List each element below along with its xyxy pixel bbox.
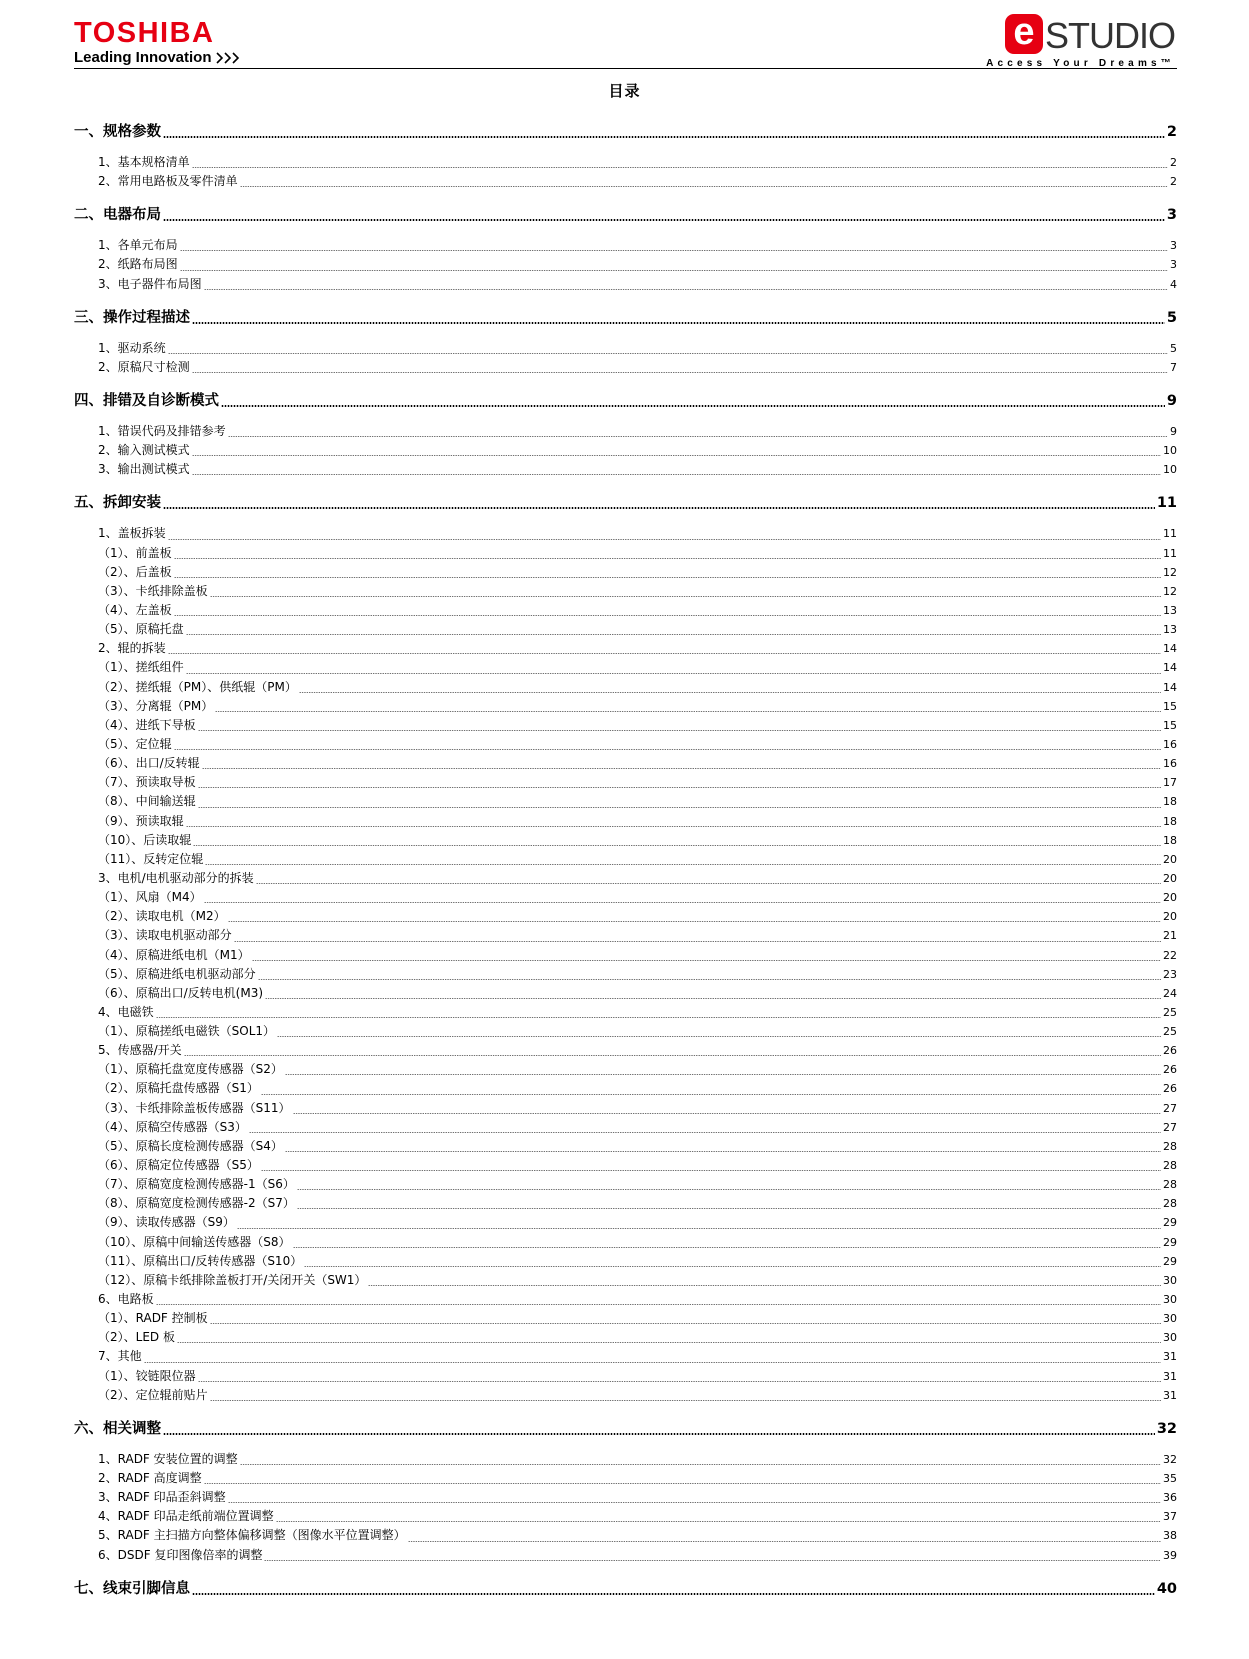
toc-entry[interactable] bbox=[74, 850, 1177, 869]
toc-entry[interactable] bbox=[74, 236, 1177, 255]
toc-label: （4）、进纸下导板 bbox=[98, 717, 196, 732]
dot-leader bbox=[256, 883, 1161, 884]
toc-label: 4、电磁铁 bbox=[98, 1004, 154, 1019]
dot-leader bbox=[192, 372, 1168, 373]
brand-tagline bbox=[74, 49, 242, 67]
toc-label: （2）、搓纸辊（PM）、供纸辊（PM） bbox=[98, 679, 297, 694]
toc-entry[interactable] bbox=[74, 1367, 1177, 1386]
dot-leader bbox=[228, 921, 1161, 922]
toc-page-number: 26 bbox=[1163, 1082, 1177, 1096]
toc-entry[interactable] bbox=[74, 1290, 1177, 1309]
dot-leader bbox=[192, 474, 1161, 475]
estudio-logo bbox=[986, 10, 1175, 69]
dot-leader bbox=[180, 270, 1168, 271]
dot-leader bbox=[144, 1362, 1161, 1363]
toc-label: （1）、前盖板 bbox=[98, 545, 172, 560]
toc-label: （1）、RADF 控制板 bbox=[98, 1311, 208, 1326]
toc-page-number: 27 bbox=[1163, 1120, 1177, 1134]
dot-leader bbox=[261, 1094, 1161, 1095]
toc-entry[interactable] bbox=[74, 1309, 1177, 1328]
dot-leader bbox=[237, 1228, 1161, 1229]
dot-leader bbox=[204, 289, 1168, 290]
dot-leader bbox=[210, 1400, 1161, 1401]
toc-entry[interactable] bbox=[74, 907, 1177, 926]
dot-leader bbox=[186, 826, 1161, 827]
toc-entry[interactable] bbox=[74, 1213, 1177, 1232]
toc-page-number: 30 bbox=[1163, 1293, 1177, 1307]
toc-label: （10）、后读取辊 bbox=[98, 832, 192, 847]
dot-leader bbox=[293, 1113, 1161, 1114]
toc-label: 四、排错及自诊断模式 bbox=[74, 392, 219, 409]
toc-page-number: 20 bbox=[1163, 910, 1177, 924]
toc-entry[interactable] bbox=[74, 926, 1177, 945]
toc-page-number: 23 bbox=[1163, 967, 1177, 981]
toc-label: （9）、预读取辊 bbox=[98, 813, 184, 828]
toc-entry[interactable] bbox=[74, 1233, 1177, 1252]
toc-entry[interactable] bbox=[74, 1060, 1177, 1079]
toc-entry[interactable] bbox=[74, 1328, 1177, 1347]
estudio-slogan: Access Your Dreams™ bbox=[986, 58, 1175, 69]
dot-leader bbox=[204, 1483, 1161, 1484]
toc-page-number: 26 bbox=[1163, 1044, 1177, 1058]
dot-leader bbox=[174, 615, 1161, 616]
dot-leader bbox=[163, 507, 1155, 509]
toc-page-number: 25 bbox=[1163, 1005, 1177, 1019]
estudio-e-mark: e bbox=[1005, 14, 1043, 54]
toc-label: 3、RADF 印品歪斜调整 bbox=[98, 1490, 226, 1505]
toc-entry[interactable] bbox=[74, 1041, 1177, 1060]
toc-label: （4）、原稿空传感器（S3） bbox=[98, 1119, 247, 1134]
toc-entry[interactable] bbox=[74, 639, 1177, 658]
toc-page-number: 13 bbox=[1163, 623, 1177, 637]
chevrons-icon bbox=[216, 52, 242, 64]
toc-label: 1、错误代码及排错参考 bbox=[98, 423, 226, 438]
toc-entry[interactable] bbox=[74, 1488, 1177, 1507]
toc-label: 3、输出测试模式 bbox=[98, 462, 190, 477]
dot-leader bbox=[163, 219, 1165, 221]
toc-page-number: 40 bbox=[1156, 1580, 1177, 1597]
toc-page-number: 11 bbox=[1163, 546, 1177, 560]
toc-label: （2）、读取电机（M2） bbox=[98, 909, 226, 924]
toc-label: 二、电器布局 bbox=[74, 207, 161, 224]
toc-page-number: 30 bbox=[1163, 1273, 1177, 1287]
dot-leader bbox=[174, 558, 1161, 559]
toc-entry[interactable] bbox=[74, 339, 1177, 358]
toc-entry[interactable] bbox=[74, 1099, 1177, 1118]
toc-page-number: 30 bbox=[1163, 1312, 1177, 1326]
toc-entry[interactable] bbox=[74, 1450, 1177, 1469]
toc-page-number: 9 bbox=[1170, 424, 1177, 438]
toc-page-number: 35 bbox=[1163, 1472, 1177, 1486]
toc-page-number: 10 bbox=[1163, 444, 1177, 458]
toc-label: 五、拆卸安装 bbox=[74, 495, 161, 512]
dot-leader bbox=[234, 941, 1161, 942]
toc-page-number: 18 bbox=[1163, 833, 1177, 847]
toc-page-number: 20 bbox=[1163, 871, 1177, 885]
toc-label: （6）、出口/反转辊 bbox=[98, 756, 200, 771]
toc-label: 一、规格参数 bbox=[74, 124, 161, 140]
toc-page-number: 15 bbox=[1163, 718, 1177, 732]
toc-entry[interactable] bbox=[74, 1271, 1177, 1290]
toc-label: 2、原稿尺寸检测 bbox=[98, 359, 190, 374]
toc-label: （10）、原稿中间输送传感器（S8） bbox=[98, 1234, 291, 1249]
toc-label: （5）、原稿长度检测传感器（S4） bbox=[98, 1138, 283, 1153]
dot-leader bbox=[163, 136, 1165, 138]
toc-entry[interactable] bbox=[74, 601, 1177, 620]
dot-leader bbox=[192, 1593, 1155, 1595]
toc-entry[interactable] bbox=[74, 1022, 1177, 1041]
toc-page-number: 13 bbox=[1163, 603, 1177, 617]
toc-label: 六、相关调整 bbox=[74, 1420, 161, 1437]
toc-entry[interactable] bbox=[74, 773, 1177, 792]
toc-page-number: 26 bbox=[1163, 1063, 1177, 1077]
toc-entry[interactable] bbox=[74, 460, 1177, 479]
dot-leader bbox=[192, 322, 1165, 324]
toc-page-number: 30 bbox=[1163, 1331, 1177, 1345]
toc-entry[interactable] bbox=[74, 422, 1177, 441]
toc-section[interactable] bbox=[74, 491, 1177, 513]
toc-page-number: 28 bbox=[1163, 1139, 1177, 1153]
toc-page-number: 25 bbox=[1163, 1025, 1177, 1039]
toc-entry[interactable] bbox=[74, 153, 1177, 172]
toc-label: （7）、预读取导板 bbox=[98, 775, 196, 790]
dot-leader bbox=[304, 1266, 1161, 1267]
toc-label: （11）、反转定位辊 bbox=[98, 851, 204, 866]
page-title: 目录 bbox=[608, 82, 641, 100]
dot-leader bbox=[228, 1502, 1161, 1503]
toc-entry[interactable] bbox=[74, 172, 1177, 191]
toc-page-number: 22 bbox=[1163, 948, 1177, 962]
dot-leader bbox=[210, 596, 1161, 597]
toc-entry[interactable] bbox=[74, 1252, 1177, 1271]
toc-page-number: 16 bbox=[1163, 757, 1177, 771]
dot-leader bbox=[297, 1189, 1161, 1190]
dot-leader bbox=[240, 1464, 1161, 1465]
toc-label: （8）、原稿宽度检测传感器-2（S7） bbox=[98, 1196, 295, 1211]
toc-page-number: 31 bbox=[1163, 1350, 1177, 1364]
toc-label: 2、辊的拆装 bbox=[98, 641, 166, 656]
toc-label: （1）、原稿搓纸电磁铁（SOL1） bbox=[98, 1024, 276, 1039]
toc-page-number: 27 bbox=[1163, 1101, 1177, 1115]
dot-leader bbox=[265, 998, 1161, 999]
toc-label: （12）、原稿卡纸排除盖板打开/关闭开关（SW1） bbox=[98, 1272, 367, 1287]
dot-leader bbox=[192, 167, 1168, 168]
toc-entry[interactable] bbox=[74, 812, 1177, 831]
toc-label: （4）、左盖板 bbox=[98, 602, 172, 617]
toc-entry[interactable] bbox=[74, 1175, 1177, 1194]
toc-page-number: 39 bbox=[1163, 1548, 1177, 1562]
toc-page-number: 14 bbox=[1163, 680, 1177, 694]
dot-leader bbox=[198, 787, 1161, 788]
toc-entry[interactable] bbox=[74, 1137, 1177, 1156]
dot-leader bbox=[210, 1323, 1161, 1324]
toc-page-number: 38 bbox=[1163, 1529, 1177, 1543]
dot-leader bbox=[198, 807, 1161, 808]
dot-leader bbox=[168, 353, 1168, 354]
toc-section[interactable] bbox=[74, 1417, 1177, 1439]
toc-label: （1）、搓纸组件 bbox=[98, 660, 184, 675]
toc-page-number: 24 bbox=[1163, 986, 1177, 1000]
toc-entry[interactable] bbox=[74, 946, 1177, 965]
toc-section[interactable] bbox=[74, 1577, 1177, 1599]
toc-page-number: 14 bbox=[1163, 661, 1177, 675]
dot-leader bbox=[156, 1304, 1161, 1305]
dot-leader bbox=[174, 749, 1161, 750]
toc-page-number: 2 bbox=[1170, 156, 1177, 169]
toc-page-number: 14 bbox=[1163, 642, 1177, 656]
toc-page-number: 12 bbox=[1163, 565, 1177, 579]
toc-entry[interactable] bbox=[74, 1347, 1177, 1366]
toc-page-number: 21 bbox=[1163, 929, 1177, 943]
toc-page-number: 28 bbox=[1163, 1178, 1177, 1192]
toc-section[interactable] bbox=[74, 389, 1177, 411]
toc-page-number: 32 bbox=[1163, 1452, 1177, 1466]
dot-leader bbox=[249, 1132, 1161, 1133]
toc-label: 5、RADF 主扫描方向整体偏移调整（图像水平位置调整） bbox=[98, 1528, 406, 1543]
table-of-contents bbox=[74, 114, 1177, 1610]
toc-label: 七、线束引脚信息 bbox=[74, 1580, 190, 1597]
dot-leader bbox=[163, 1433, 1155, 1435]
toc-page-number: 29 bbox=[1163, 1235, 1177, 1249]
dot-leader bbox=[293, 1247, 1161, 1248]
toc-entry[interactable] bbox=[74, 620, 1177, 639]
toshiba-logo bbox=[74, 18, 242, 67]
toc-page-number: 18 bbox=[1163, 814, 1177, 828]
toc-page-number: 4 bbox=[1170, 277, 1177, 291]
dot-leader bbox=[205, 864, 1161, 865]
toc-entry[interactable] bbox=[74, 678, 1177, 697]
dot-leader bbox=[221, 405, 1165, 407]
dot-leader bbox=[168, 653, 1161, 654]
toc-entry[interactable] bbox=[74, 582, 1177, 601]
dot-leader bbox=[408, 1541, 1161, 1542]
dot-leader bbox=[177, 1342, 1161, 1343]
toc-section[interactable] bbox=[74, 120, 1177, 142]
toc-entry[interactable] bbox=[74, 658, 1177, 677]
toc-label: （2）、原稿托盘传感器（S1） bbox=[98, 1081, 259, 1096]
toc-entry[interactable] bbox=[74, 544, 1177, 563]
toc-label: 2、纸路布局图 bbox=[98, 257, 178, 272]
page-header bbox=[0, 0, 1249, 80]
toc-label: （5）、定位辊 bbox=[98, 736, 172, 751]
toc-label: 7、其他 bbox=[98, 1349, 142, 1364]
toc-page-number: 5 bbox=[1170, 341, 1177, 355]
toc-page-number: 3 bbox=[1170, 258, 1177, 272]
toc-entry[interactable] bbox=[74, 754, 1177, 773]
dot-leader bbox=[258, 979, 1161, 980]
toc-entry[interactable] bbox=[74, 1469, 1177, 1488]
toc-page-number: 20 bbox=[1163, 891, 1177, 905]
toc-entry[interactable] bbox=[74, 358, 1177, 377]
toc-page-number: 7 bbox=[1170, 360, 1177, 374]
estudio-wordmark: STUDIO bbox=[1044, 15, 1175, 56]
toc-label: 2、输入测试模式 bbox=[98, 443, 190, 458]
dot-leader bbox=[297, 1208, 1161, 1209]
header-divider bbox=[74, 68, 1177, 69]
toc-page-number: 5 bbox=[1166, 309, 1177, 326]
dot-leader bbox=[186, 673, 1161, 674]
toc-label: （5）、原稿进纸电机驱动部分 bbox=[98, 966, 256, 981]
toc-page-number: 20 bbox=[1163, 852, 1177, 866]
toc-label: （7）、原稿宽度检测传感器-1（S6） bbox=[98, 1177, 295, 1192]
toc-label: （4）、原稿进纸电机（M1） bbox=[98, 947, 250, 962]
dot-leader bbox=[174, 577, 1161, 578]
toc-page-number: 32 bbox=[1156, 1420, 1177, 1437]
toc-label: 6、电路板 bbox=[98, 1292, 154, 1307]
toc-page-number: 9 bbox=[1166, 392, 1177, 409]
toc-entry[interactable] bbox=[74, 716, 1177, 735]
toc-page-number: 3 bbox=[1166, 207, 1177, 224]
dot-leader bbox=[198, 730, 1161, 731]
dot-leader bbox=[368, 1285, 1161, 1286]
toc-entry[interactable] bbox=[74, 735, 1177, 754]
toc-entry[interactable] bbox=[74, 1156, 1177, 1175]
toc-label: 6、DSDF 复印图像倍率的调整 bbox=[98, 1547, 263, 1562]
toc-entry[interactable] bbox=[74, 255, 1177, 274]
dot-leader bbox=[202, 768, 1161, 769]
toc-entry[interactable] bbox=[74, 888, 1177, 907]
dot-leader bbox=[228, 436, 1168, 437]
toc-entry[interactable] bbox=[74, 524, 1177, 543]
dot-leader bbox=[192, 455, 1161, 456]
toc-label: 4、RADF 印品走纸前端位置调整 bbox=[98, 1509, 274, 1524]
toc-label: （6）、原稿出口/反转电机(M3) bbox=[98, 985, 264, 1000]
toc-entry[interactable] bbox=[74, 441, 1177, 460]
toc-entry[interactable] bbox=[74, 1386, 1177, 1405]
toc-page-number: 18 bbox=[1163, 795, 1177, 809]
toc-label: （3）、卡纸排除盖板 bbox=[98, 583, 208, 598]
toc-entry[interactable] bbox=[74, 831, 1177, 850]
toc-section[interactable] bbox=[74, 203, 1177, 225]
toc-entry[interactable] bbox=[74, 1079, 1177, 1098]
toc-entry[interactable] bbox=[74, 563, 1177, 582]
toc-label: 1、RADF 安装位置的调整 bbox=[98, 1451, 238, 1466]
dot-leader bbox=[299, 692, 1161, 693]
toc-page-number: 2 bbox=[1166, 124, 1177, 140]
dot-leader bbox=[198, 1381, 1161, 1382]
toc-page-number: 28 bbox=[1163, 1197, 1177, 1211]
toc-label: （2）、LED 板 bbox=[98, 1330, 175, 1345]
toc-label: 5、传感器/开关 bbox=[98, 1043, 182, 1058]
toc-entry[interactable] bbox=[74, 275, 1177, 294]
toc-label: （3）、分离辊（PM） bbox=[98, 698, 214, 713]
dot-leader bbox=[252, 960, 1161, 961]
toc-page-number: 15 bbox=[1163, 699, 1177, 713]
toc-entry[interactable] bbox=[74, 792, 1177, 811]
toc-page-number: 31 bbox=[1163, 1388, 1177, 1402]
dot-leader bbox=[261, 1170, 1161, 1171]
dot-leader bbox=[156, 1017, 1161, 1018]
toc-entry[interactable] bbox=[74, 697, 1177, 716]
tagline-text: Leading Innovation bbox=[74, 49, 212, 66]
toc-label: 1、驱动系统 bbox=[98, 340, 166, 355]
toc-entry[interactable] bbox=[74, 1003, 1177, 1022]
toc-page-number: 16 bbox=[1163, 737, 1177, 751]
toc-label: （11）、原稿出口/反转传感器（S10） bbox=[98, 1253, 303, 1268]
toc-label: 3、电子器件布局图 bbox=[98, 276, 202, 291]
toc-page-number: 11 bbox=[1156, 495, 1177, 512]
toc-page-number: 2 bbox=[1170, 175, 1177, 189]
dot-leader bbox=[276, 1521, 1161, 1522]
toc-page-number: 29 bbox=[1163, 1254, 1177, 1268]
toc-entry[interactable] bbox=[74, 1118, 1177, 1137]
toc-entry[interactable] bbox=[74, 1546, 1177, 1565]
toc-page-number: 11 bbox=[1163, 527, 1177, 541]
dot-leader bbox=[186, 634, 1161, 635]
toc-section[interactable] bbox=[74, 306, 1177, 328]
toc-entry[interactable] bbox=[74, 984, 1177, 1003]
dot-leader bbox=[204, 902, 1161, 903]
toc-label: 三、操作过程描述 bbox=[74, 309, 190, 326]
toc-label: （3）、读取电机驱动部分 bbox=[98, 928, 232, 943]
dot-leader bbox=[277, 1036, 1161, 1037]
toc-page-number: 3 bbox=[1170, 239, 1177, 253]
toc-page-number: 37 bbox=[1163, 1510, 1177, 1524]
toc-label: 3、电机/电机驱动部分的拆装 bbox=[98, 870, 254, 885]
toc-entry[interactable] bbox=[74, 1526, 1177, 1545]
dot-leader bbox=[215, 711, 1161, 712]
dot-leader bbox=[193, 845, 1161, 846]
toc-page-number: 36 bbox=[1163, 1491, 1177, 1505]
toc-label: （2）、后盖板 bbox=[98, 564, 172, 579]
toc-label: 1、盖板拆装 bbox=[98, 526, 166, 541]
dot-leader bbox=[264, 1560, 1161, 1561]
toc-label: （8）、中间输送辊 bbox=[98, 794, 196, 809]
dot-leader bbox=[168, 539, 1161, 540]
brand-name: TOSHIBA bbox=[74, 17, 215, 49]
toc-label: （1）、铰链限位器 bbox=[98, 1368, 196, 1383]
toc-page-number: 12 bbox=[1163, 584, 1177, 598]
toc-page-number: 28 bbox=[1163, 1159, 1177, 1173]
toc-page-number: 17 bbox=[1163, 776, 1177, 790]
toc-label: 1、基本规格清单 bbox=[98, 155, 190, 169]
toc-page-number: 29 bbox=[1163, 1216, 1177, 1230]
toc-entry[interactable] bbox=[74, 1507, 1177, 1526]
dot-leader bbox=[184, 1055, 1161, 1056]
dot-leader bbox=[285, 1074, 1161, 1075]
toc-label: （5）、原稿托盘 bbox=[98, 622, 184, 637]
toc-page-number: 10 bbox=[1163, 463, 1177, 477]
toc-page-number: 31 bbox=[1163, 1369, 1177, 1383]
toc-entry[interactable] bbox=[74, 1194, 1177, 1213]
toc-label: 2、常用电路板及零件清单 bbox=[98, 174, 238, 189]
dot-leader bbox=[180, 250, 1168, 251]
dot-leader bbox=[285, 1151, 1161, 1152]
toc-label: 1、各单元布局 bbox=[98, 238, 178, 253]
toc-label: （2）、定位辊前贴片 bbox=[98, 1387, 208, 1402]
toc-entry[interactable] bbox=[74, 965, 1177, 984]
toc-entry[interactable] bbox=[74, 869, 1177, 888]
toc-label: （6）、原稿定位传感器（S5） bbox=[98, 1158, 259, 1173]
toc-label: 2、RADF 高度调整 bbox=[98, 1471, 202, 1486]
toc-label: （1）、风扇（M4） bbox=[98, 890, 202, 905]
dot-leader bbox=[240, 186, 1168, 187]
toc-label: （3）、卡纸排除盖板传感器（S11） bbox=[98, 1100, 291, 1115]
toc-label: （1）、原稿托盘宽度传感器（S2） bbox=[98, 1062, 283, 1077]
toc-label: （9）、读取传感器（S9） bbox=[98, 1215, 235, 1230]
